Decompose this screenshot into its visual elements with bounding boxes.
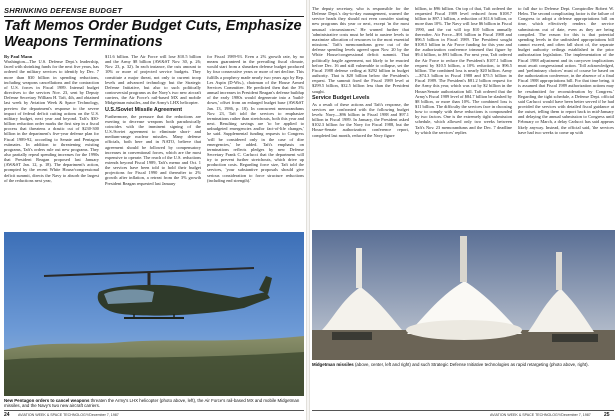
column-4-text: The deputy secretary, who is responsible for the Defense Dept.'s day-to-day management, warned the service heads they should not even consider starting new programs this year or next, except 'in the most unusual circumstances.' He warned further that 'administrative costs must be held to austere levels to maximize allocation of resources to the most essential missions.' Taft's memorandums grew out of the defense spending levels agreed upon Nov. 20 by the White House/congressional deficit summit. That politically fragile agreement, not likely to be enacted before Dec. 16 and still vulnerable to collapse, set the Fiscal 1988 defense ceiling at $292 billion in budget authority. That is $20 billion below the President's request. The summit fixed the Fiscal 1989 level at $299.5 billion, $32.5 billion less than the President sought.	[312, 6, 409, 94]
column-3-text: for Fiscal 1989-93. Even a 2% growth rate, by no means guaranteed in the prevailing fiscal climate, would start from a shrunken defense budget produced by four consecutive years or more of net decline. This fulfills a prophecy made nearly two years ago by Rep. Les Aspin (D-Wis.), chairman of the House Armed Services Committee. He predicted then that the 3% annual increases in President Reagan's defense buildup of the early 1980s would degenerate into a 'build-down,' offset from an enlarged budget base (AW&ST Jan. 13, 1986, p. 18). In concurrent memorandums Nov. 23, Taft told the services to emphasize terminations rather than stretchouts, both this year and next. Resulting savings are 'to be applied to unbudgeted emergencies and/or fact-of-life changes,' he said. Supplemental funding requests to Congress 'will be considered only in the case of dire emergencies,' he added. Taft's emphasis on terminations reflects pledges by new Defense Secretary Frank C. Carlucci that the department will try to prevent further stretchouts, which drive up production costs. Regarding force size, Taft told the services, 'your substantive proposals should give serious consideration to force structure reductions (including end strength).'	[207, 54, 304, 183]
column-1-text: Washington—The U.S. Defense Dept.'s leadership, faced with shrinking funds for the next five years, has ordered the military services to identify by Dec. 7 more than $30 billion in spending reductions, including weapons cancellations and the contraction of U.S. forces in Fiscal 1989. Internal budget directives to the services Nov. 23, sent by Deputy Defense Secretary William H. Taft, 4th, and obtained last week by Aviation Week & Space Technology, preview the department's response to the severe impact of federal deficit cutting actions on the U.S. military budget, next year and beyond. Taft's $30-billion reduction order marks the first step in a fiscal process that threatens a drastic cut of $230-300 billion in the department's five-year defense plan for Fiscal 1989-92, according to Senate and Pentagon estimates. In addition to threatening existing programs, Taft's orders rule out new programs. They also partially repeal spending increases for the 1990s that President Reagan proposed last January (AW&ST Jan. 12, p. 18). The department's action, prompted by the recent White House/congressional deficit summit, directs the Navy to absorb the largest of the reductions next year,	[4, 59, 99, 183]
footer-rule-right	[312, 410, 614, 411]
column-5-text: billion, to $96 billion. On top of that, Taft ordered the requested Fiscal 1989 level reduced from $108.7 billion to $97.1 billion, a reduction of $11.6 billion, or more than 10%. The Navy will lose $6 billion in Fiscal 1990, and the cut will top $10 billion annually thereafter. Air Force—$91 billion in Fiscal 1988 and $96.5 billion in Fiscal 1989. The President sought $108.5 billion in Air Force funding for this year and the authorization conference trimmed that figure by $9.4 billion, to $91 billion. For next year, Taft ordered the Air Force to reduce the President's $107.1 billion request by $10.5 billion, a 10% reduction, to $96.5 billion. The combined loss is nearly $20 billion. Army—$74.3 billion in Fiscal 1988 and $75.5 billion in Fiscal 1989. The President's $81.2 billion request for the Army this year, which was cut by $2 billion in the House/Senate authorization bill. Taft ordered that the Army's Fiscal 1989 level of $84.7 billion be slashed by $8 billion, or more than 10%. The combined loss is $11 billion. The difficulty the services face in choosing how to comply with these reductions is compounded by two factors. One is the extremely tight submission schedule, which allowed only two weeks between Taft's Nov. 23 memorandums and the Dec. 7 deadline by which the services' replies	[415, 6, 512, 135]
page-number-right: 25	[604, 412, 610, 418]
byline: By Paul Mann	[4, 54, 33, 59]
missile-launch-photo	[312, 230, 615, 360]
footer-left: AVIATION WEEK & SPACE TECHNOLOGY/December 7, 1987	[18, 413, 119, 417]
headline: Taft Memos Order Budget Cuts, Emphasize Weapons Terminations	[4, 18, 302, 50]
footer-right: AVIATION WEEK & SPACE TECHNOLOGY/December 7, 1987	[490, 413, 591, 417]
caption-left	[4, 398, 304, 409]
column-2	[105, 54, 201, 229]
caption-left-text: threaten the Army's LHX helicopter (photo above, left), the Air Force's rail-based MX and mobile Midgetman missiles, and the Navy's two new aircraft carriers.	[4, 398, 300, 409]
caption-left-lead: New Pentagon orders to cancel weapons	[4, 398, 90, 403]
subhead-missile-agreement: U.S./Soviet Missile Agreement	[105, 106, 183, 113]
column-5	[415, 6, 512, 228]
caption-right-text: (above, center, left and right) and such Strategic Defense Initiative technologies as rapid retargeting (photo above, right).	[354, 362, 589, 367]
page-number-left: 24	[4, 412, 10, 418]
kicker-rule	[4, 16, 304, 17]
column-6-text: to fall due to Defense Dept. Comptroller Robert W. Helm. The second complicating factor is the failure of Congress to adopt a defense appropriations bill on time, which effectively renders the service submissions out of date, even as they are being compiled. The reason for this is that potential spending levels in the unfinished appropriations bill cannot exceed, and often fall short of, the separate budget authority ceilings established in the prior authorization legislation. The implementation of the Fiscal 1988 adjustment and its carryover implications must await congressional action. 'Toll acknowledged, and 'preliminary choices' must of course be based on the authorization conference, in the absence of a final Fiscal 1988 appropriations bill. For that time being, it is assumed that Fiscal 1989 authorization actions may be resubmitted for reconsideration by Congress.' Regarding the tight schedule, a Defense Dept. official said Carlucci would have been better served if he had provided the services with detailed fiscal guidance at the outset, telling them to report back in mid-January and delaying the annual submission to Congress until February or March, a delay Carlucci has said appears likely anyway. Instead, the official said, 'the services have had two weeks to come up with	[518, 6, 614, 135]
column-2b-text: Furthermore, the pressure that the reductions are exerting to decrease weapons both paradoxically coincides with the imminent signing of the U.S./Soviet agreement to eliminate short- and medium-range nuclear missiles. Many defense officials, both here and in NATO, believe that agreement should be followed by compensatory increases in conventional forces, which are the most expensive to operate. The reach of the U.S. reductions extends beyond Fiscal 1989, Taft's memo and Oct. 1 the services have been told to hold their budget projections for Fiscal 1990 and thereafter to 2% growth after inflation, a retreat from the 3% growth President Reagan requested last January	[105, 113, 201, 186]
helicopter-photo	[4, 232, 304, 396]
column-4	[312, 6, 409, 228]
column-4b-text: As a result of these actions and Taft's response, the services are confronted with the following budget levels: Navy—$96 billion in Fiscal 1988 and $97.1 billion in Fiscal 1989. In January, the President asked $102.3 billion for the Navy for Fiscal 1988, but the House-Senate authorization conference report, completed last month, reduced the Navy figure	[312, 101, 409, 138]
column-2-text: $11.6 billion. The Air Force will lose $10.5 billion and the Army $8 billion (AW&ST Nov. 30, p. 26; Nov. 23, p. 32). In each instance, the cuts amount to 10% or more of projected service budgets. They constitute a major threat, not only to current troop levels and advanced technology but the Strategic Defense Initiative, but also to such politically controversial programs as the Navy's two new aircraft carriers, the Air Force's rail-based MX and mobile Midgetman missiles, and the Army's LHX helicopter.	[105, 54, 201, 106]
caption-right-lead: Midgetman missiles	[312, 362, 354, 367]
column-6	[518, 6, 614, 228]
column-1	[4, 54, 99, 229]
caption-right	[312, 362, 615, 382]
section-kicker: SHRINKING DEFENSE BUDGET	[4, 6, 123, 15]
column-3	[207, 54, 304, 229]
subhead-service-budget: Service Budget Levels	[312, 94, 370, 101]
page-gutter	[306, 0, 310, 420]
footer-rule-left	[4, 410, 304, 411]
